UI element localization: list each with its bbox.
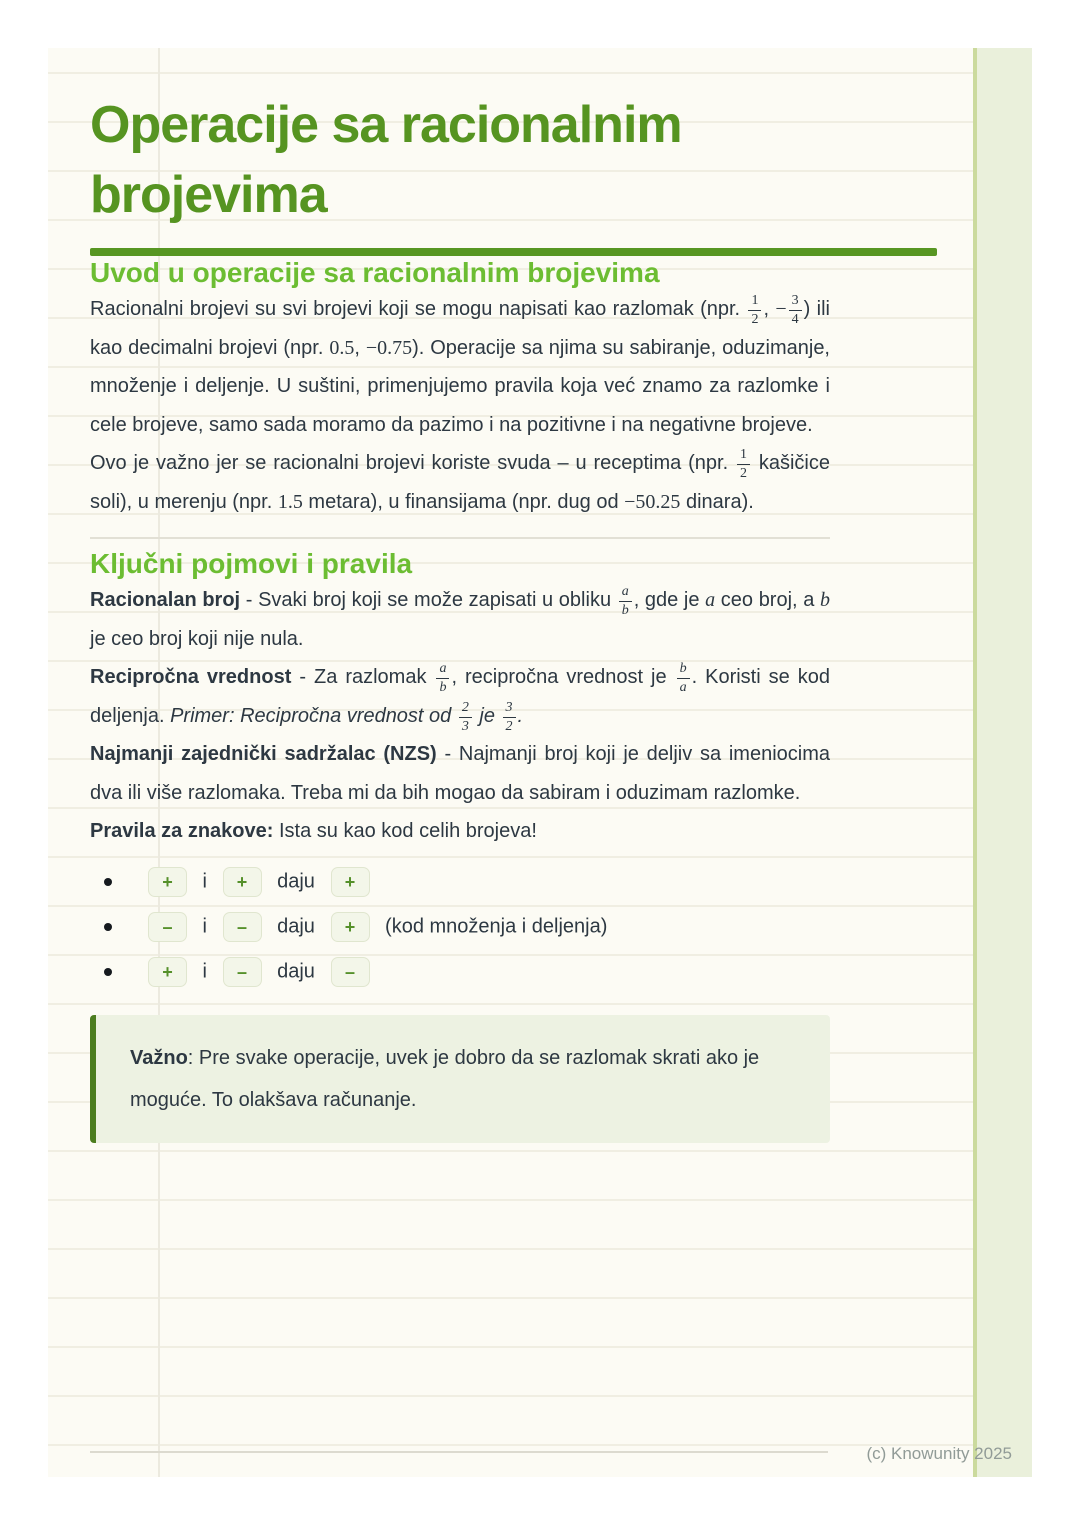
sign-badge: – <box>223 957 262 987</box>
paragraph-intro-2: Ovo je važno jer se racionalni brojevi koriste svuda – u receptima (npr. $\frac{1}{2}$ kašičice soli), u merenju (npr. 1.5 metara), u finansijama (npr. dug od −50.25 dinara). <box>90 447 830 513</box>
callout-text: Važno: Pre svake operacije, uvek je dobro da se razlomak skrati ako je moguće. To olakšava računanje. <box>130 1046 760 1111</box>
bullet-icon <box>104 878 112 886</box>
fraction: $\frac{1}{2}$ <box>746 294 763 327</box>
paragraph-intro-1: Racionalni brojevi su svi brojevi koji se mogu napisati kao razlomak (npr. $\frac{1}{2}$ , − $\frac{3}{4}$ ) ili kao decimalni brojevi (npr. 0.5, −0.75). Operacije sa njima su sabiranje, oduzimanje, množenje i deljenje. U suštini, primenjujemo pravila koja već znamo za razlomke i cele brojeve, samo sada moramo da pazimo i na pozitivne i na negativne brojeve. <box>90 293 830 436</box>
right-edge-stripe <box>973 48 1032 1477</box>
document-page <box>48 48 1032 1477</box>
bullet-icon <box>104 968 112 976</box>
list-item <box>90 955 830 989</box>
paragraph-sign-rules: Pravila za znakove: Ista su kao kod celih brojeva! <box>90 820 537 842</box>
list-item <box>90 910 830 944</box>
fraction: $\frac{3}{2}$ <box>501 701 518 734</box>
sign-rules-list <box>90 865 830 989</box>
section-heading-intro: Uvod u operacije sa racionalnim brojevima <box>90 257 660 288</box>
paragraph-nzs: Najmanji zajednički sadržalac (NZS) - Najmanji broj koji je deljiv sa imeniocima dva ili više razlomaka. Treba mi da bih mogao da sabiram i oduzimam razlomke. <box>90 743 830 804</box>
sign-badge: – <box>331 957 370 987</box>
fraction: $\frac{b}{a}$ <box>675 662 692 695</box>
bullet-icon <box>104 923 112 931</box>
paragraph-reciprocal: Recipročna vrednost - Za razlomak $\frac{a}{b}$ , recipročna vrednost je $\frac{b}{a}$ . Koristi se kod deljenja. Primer: Recipročna vrednost od $\frac{2}{3}$ je $\frac{3}{2}$ . <box>90 661 831 734</box>
sign-badge: + <box>148 957 187 987</box>
list-item <box>90 865 830 899</box>
section-heading-key-terms: Ključni pojmovi i pravila <box>90 548 413 579</box>
fraction: $\frac{a}{b}$ <box>617 585 634 618</box>
rule-text: + i + daju + <box>138 867 380 897</box>
title-underline-rule <box>90 248 937 256</box>
fraction: $\frac{3}{4}$ <box>787 294 804 327</box>
fraction: $\frac{1}{2}$ <box>735 448 752 481</box>
copyright-notice: (c) Knowunity 2025 <box>866 1444 1012 1463</box>
page-title: Operacije sa racionalnim brojevima <box>90 96 682 224</box>
paragraph-rational-number: Racionalan broj - Svaki broj koji se može zapisati u obliku $\frac{a}{b}$ , gde je a ceo broj, a b je ceo broj koji nije nula. <box>90 584 831 650</box>
fraction: $\frac{2}{3}$ <box>457 701 474 734</box>
sign-badge: + <box>331 867 370 897</box>
sign-badge: – <box>148 912 187 942</box>
sign-badge: + <box>148 867 187 897</box>
sign-badge: – <box>223 912 262 942</box>
content-column <box>90 90 830 1143</box>
section-divider <box>90 537 830 539</box>
rule-text: + i – daju – <box>138 957 380 987</box>
rule-text: – i – daju + (kod množenja i deljenja) <box>138 912 607 942</box>
important-callout <box>90 1015 830 1143</box>
sign-badge: + <box>223 867 262 897</box>
fraction: $\frac{a}{b}$ <box>434 662 451 695</box>
sign-badge: + <box>331 912 370 942</box>
footer-divider <box>90 1451 828 1453</box>
